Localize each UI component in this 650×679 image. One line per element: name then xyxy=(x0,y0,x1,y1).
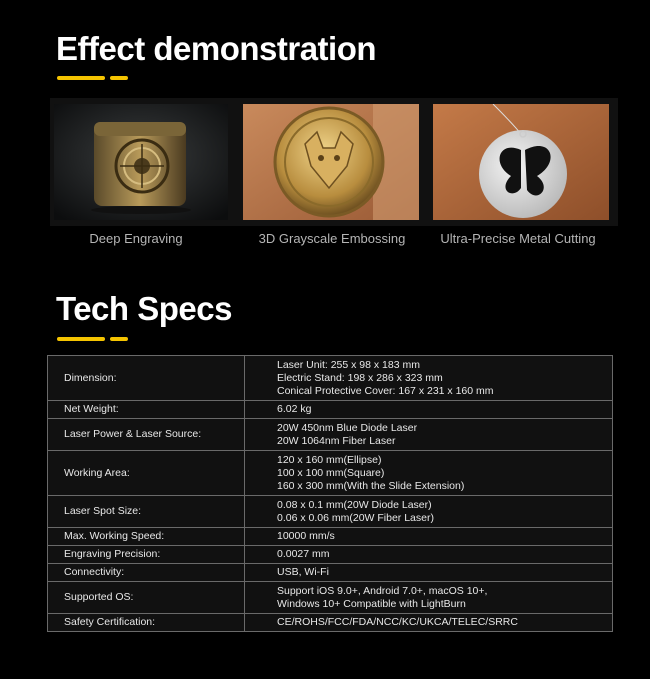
spec-value xyxy=(245,356,613,401)
spec-value xyxy=(245,401,613,419)
effect-demonstration-title: Effect demonstration xyxy=(56,30,377,67)
spec-label: Laser Spot Size: xyxy=(48,496,245,528)
tech-specs-title: Tech Specs xyxy=(56,290,232,327)
spec-value-line: Conical Protective Cover: 167 x 231 x 160 mm xyxy=(277,384,494,397)
spec-value-line: CE/ROHS/FCC/FDA/NCC/KC/UKCA/TELEC/SRRC xyxy=(277,616,518,628)
spec-value-line: USB, Wi-Fi xyxy=(277,566,329,578)
spec-row xyxy=(48,401,613,419)
spec-value xyxy=(245,496,613,528)
spec-row xyxy=(48,546,613,564)
spec-label: Supported OS: xyxy=(48,582,245,614)
caption-grayscale-embossing: 3D Grayscale Embossing xyxy=(258,231,406,246)
spec-row xyxy=(48,496,613,528)
spec-value xyxy=(245,528,613,546)
spec-value-line: 160 x 300 mm(With the Slide Extension) xyxy=(277,479,465,492)
spec-row xyxy=(48,356,613,401)
spec-row xyxy=(48,564,613,582)
spec-value xyxy=(245,419,613,451)
spec-label: Dimension: xyxy=(48,356,245,401)
spec-row xyxy=(48,451,613,496)
spec-row xyxy=(48,614,613,632)
spec-label: Safety Certification: xyxy=(48,614,245,632)
effect-gallery xyxy=(50,98,618,226)
spec-value xyxy=(245,564,613,582)
spec-value-line: Support iOS 9.0+, Android 7.0+, macOS 10+, xyxy=(277,584,488,597)
spec-value-line: 6.02 kg xyxy=(277,403,312,415)
spec-value-line: 0.0027 mm xyxy=(277,548,330,560)
caption-metal-cutting: Ultra-Precise Metal Cutting xyxy=(440,231,596,246)
spec-value-line: 20W 1064nm Fiber Laser xyxy=(277,434,396,447)
title-underline xyxy=(57,76,105,80)
spec-value-line: 120 x 160 mm(Ellipse) xyxy=(277,453,382,466)
spec-label: Connectivity: xyxy=(48,564,245,582)
spec-value-line: 20W 450nm Blue Diode Laser xyxy=(277,421,418,434)
spec-value-line: 0.06 x 0.06 mm(20W Fiber Laser) xyxy=(277,511,434,524)
title-underline-short xyxy=(110,337,128,341)
spec-value xyxy=(245,546,613,564)
spec-value-line: Laser Unit: 255 x 98 x 183 mm xyxy=(277,358,420,371)
spec-value-line: 10000 mm/s xyxy=(277,530,335,542)
spec-row xyxy=(48,528,613,546)
spec-label: Max. Working Speed: xyxy=(48,528,245,546)
spec-label: Working Area: xyxy=(48,451,245,496)
spec-label: Laser Power & Laser Source: xyxy=(48,419,245,451)
spec-value-line: 0.08 x 0.1 mm(20W Diode Laser) xyxy=(277,498,432,511)
spec-value xyxy=(245,582,613,614)
spec-value-line: Electric Stand: 198 x 286 x 323 mm xyxy=(277,371,443,384)
spec-row xyxy=(48,419,613,451)
title-underline-short xyxy=(110,76,128,80)
embossed-coin-photo xyxy=(243,104,419,220)
butterfly-pendant-photo xyxy=(433,104,609,220)
spec-row xyxy=(48,582,613,614)
caption-deep-engraving: Deep Engraving xyxy=(89,231,183,246)
spec-label: Engraving Precision: xyxy=(48,546,245,564)
spec-label: Net Weight: xyxy=(48,401,245,419)
specs-table xyxy=(47,355,613,632)
engraved-lighter-photo xyxy=(54,104,228,220)
spec-value xyxy=(245,614,613,632)
spec-value-line: 100 x 100 mm(Square) xyxy=(277,466,385,479)
spec-value-line: Windows 10+ Compatible with LightBurn xyxy=(277,597,466,610)
spec-value xyxy=(245,451,613,496)
title-underline xyxy=(57,337,105,341)
